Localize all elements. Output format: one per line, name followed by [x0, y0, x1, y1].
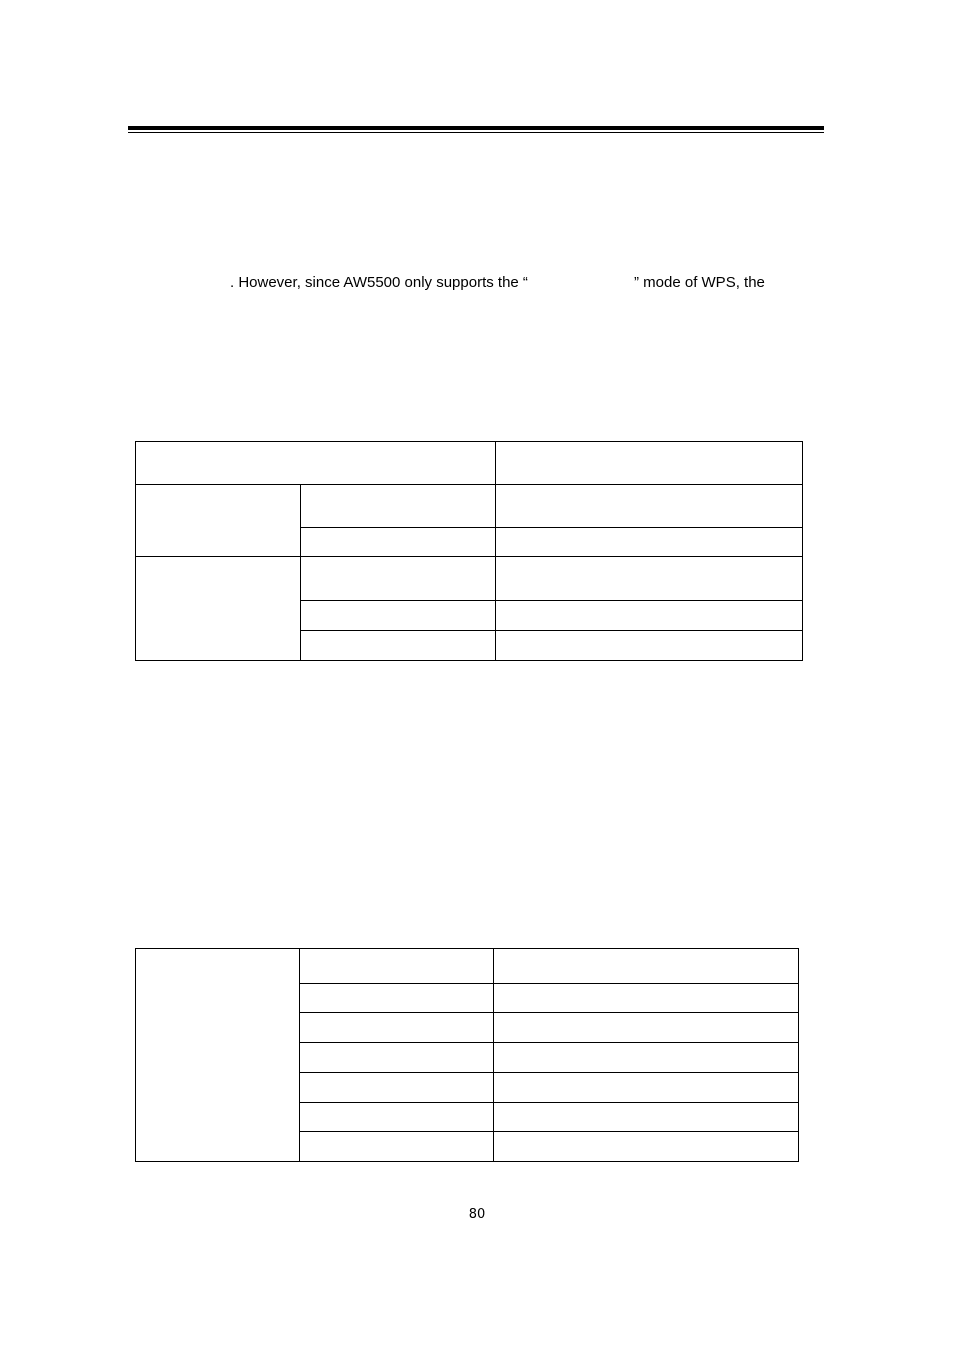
table-cell: [496, 442, 803, 485]
table-cell: [496, 485, 803, 528]
table-cell: [300, 1103, 494, 1132]
table-cell: [494, 1132, 799, 1162]
wps-table-1: [135, 441, 803, 661]
body-text-segment-2: ” mode of WPS, the: [634, 274, 765, 291]
table-cell: [136, 442, 496, 485]
table-row: [136, 557, 803, 601]
table-cell: [136, 485, 301, 557]
header-rule-thick: [128, 126, 824, 130]
table-cell: [494, 1073, 799, 1103]
table-cell: [300, 1132, 494, 1162]
table-cell: [301, 485, 496, 528]
table-cell: [301, 557, 496, 601]
body-text-segment-1: . However, since AW5500 only supports the “: [230, 274, 528, 291]
table-cell: [494, 1103, 799, 1132]
table-cell: [300, 1013, 494, 1043]
table-cell: [496, 528, 803, 557]
table-row: [136, 485, 803, 528]
table-cell: [136, 557, 301, 661]
table-cell: [300, 949, 494, 984]
header-rule-thin: [128, 132, 824, 133]
table-cell: [300, 984, 494, 1013]
page-number: 80: [468, 1207, 486, 1222]
table-row: [136, 949, 799, 984]
table-cell: [494, 1013, 799, 1043]
table-cell: [136, 949, 300, 1162]
table-cell: [300, 1043, 494, 1073]
table-cell: [301, 601, 496, 631]
table-cell: [494, 984, 799, 1013]
wps-table-2: [135, 948, 799, 1162]
table-row: [136, 442, 803, 485]
table-cell: [496, 601, 803, 631]
table-cell: [496, 557, 803, 601]
table-cell: [300, 1073, 494, 1103]
table-cell: [301, 631, 496, 661]
table-cell: [494, 949, 799, 984]
table-cell: [496, 631, 803, 661]
table-cell: [301, 528, 496, 557]
table-cell: [494, 1043, 799, 1073]
